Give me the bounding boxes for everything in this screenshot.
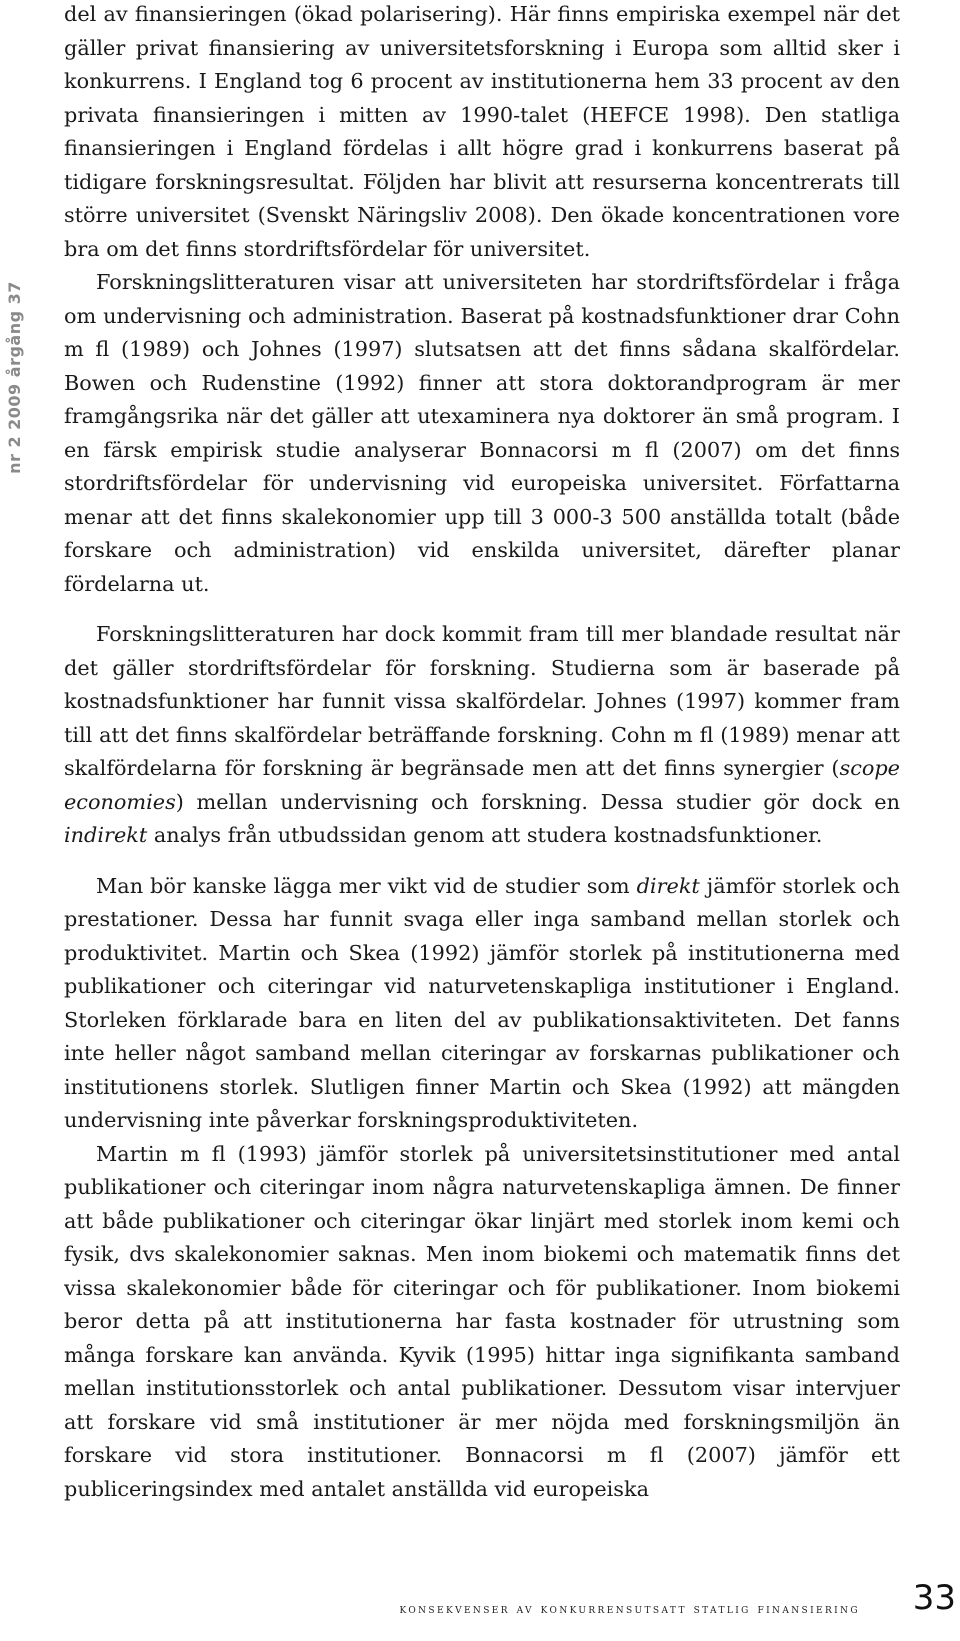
text-run: Martin m fl (1993) jämför storlek på universitetsinstitutioner med antal publikationer och citeringar inom några naturvetenskapliga ämnen. De finner att både publikationer och citeringar ökar linjärt med storlek inom kemi och fysik, dvs skalekonomier saknas. Men inom biokemi och matematik finns det vissa skalekonomier både för citeringar och för publikationer. Inom biokemi beror detta på att institutionerna har fasta kostnader för utrustning som många forskare kan använda. Kyvik (1995) hittar inga signifikanta samband mellan institutionsstorlek och antal publikationer. Dessutom visar intervjuer att forskare vid små institutioner är mer nöjda med forskningsmiljön än forskare vid stora institutioner. Bonnacorsi m fl (2007) jämför ett publiceringsindex med antalet anställda vid europeiska <box>64 1141 900 1501</box>
text-run: del av finansieringen (ökad polarisering). Här finns empiriska exempel när det gäller privat finansiering av universitetsforskning i Europa som alltid sker i konkurrens. I England tog 6 procent av institutionerna hem 33 procent av den privata finansieringen i mitten av 1990-talet (HEFCE 1998). Den statliga finansieringen i England fördelas i allt högre grad i konkurrens baserat på tidigare forskningsresultat. Följden har blivit att resurserna koncentrerats till större universitet (Svenskt Näringsliv 2008). Den ökade koncentrationen vore bra om det finns stordriftsfördelar för universitet. <box>64 2 900 261</box>
text-run: analys från utbudssidan genom att studera kostnadsfunktioner. <box>147 823 823 847</box>
paragraph <box>64 618 900 853</box>
text-run: jämför storlek och prestationer. Dessa har funnit svaga eller inga samband mellan storlek och produktivitet. Martin och Skea (1992) jämför storlek på institutionerna med publikationer och citeringar vid naturvetenskapliga institutioner i England. Storleken förklarade bara en liten del av publikationsaktiviteten. Det fanns inte heller något samband mellan citeringar av forskarnas publikationer och institutionens storlek. Slutligen finner Martin och Skea (1992) att mängden undervisning inte påverkar forskningsproduktiviteten. <box>64 873 900 1132</box>
paragraph <box>64 266 900 601</box>
page-footer <box>0 1576 960 1636</box>
paragraph <box>64 0 900 266</box>
page-number: 33 <box>912 1578 956 1618</box>
text-run: ) mellan undervisning och forskning. Dessa studier gör dock en <box>175 789 900 814</box>
italic-text: direkt <box>636 873 700 898</box>
journal-issue-label <box>1 227 27 527</box>
running-head: konsekvenser av konkurrensutsatt statlig finansiering <box>399 1601 860 1617</box>
text-run: Forskningslitteraturen har dock kommit fram till mer blandade resultat när det gäller stordriftsfördelar för forskning. Studierna som är baserade på kostnadsfunktioner har funnit vissa skalfördelar. Johnes (1997) kommer fram till att det finns skalfördelar beträffande forskning. Cohn m fl (1989) menar att skalfördelarna för forskning är begränsade men att det finns synergier ( <box>64 622 900 780</box>
article-body <box>64 0 900 1576</box>
italic-text: indirekt <box>64 823 148 847</box>
journal-issue-text: nr 2 2009 årgång 37 <box>4 280 24 474</box>
text-run: Man bör kanske lägga mer vikt vid de studier som <box>96 873 637 898</box>
paragraph <box>64 870 900 1138</box>
paragraph <box>64 1138 900 1507</box>
italic-text: scope economies <box>64 756 900 814</box>
text-run: Forskningslitteraturen visar att universiteten har stordriftsfördelar i fråga om undervisning och administration. Baserat på kostnadsfunktioner drar Cohn m fl (1989) och Johnes (1997) slutsatsen att det finns sådana skalfördelar. Bowen och Rudenstine (1992) finner att stora doktorandprogram är mer framgångsrika när det gäller att utexaminera nya doktorer än små program. I en färsk empirisk studie analyserar Bonnacorsi m fl (2007) om det finns stordriftsfördelar för undervisning vid europeiska universitet. Författarna menar att det finns skalekonomier upp till 3 000-3 500 anställda totalt (både forskare och administration) vid enskilda universitet, därefter planar fördelarna ut. <box>64 270 900 596</box>
